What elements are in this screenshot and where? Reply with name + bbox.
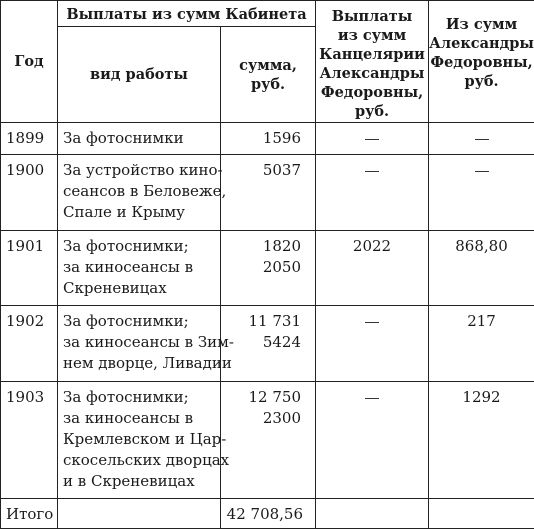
- chancellery-cell: [316, 155, 429, 231]
- header-work-type: вид работы: [58, 27, 221, 123]
- work-cell: За фотоснимки; за киносеансы в Зим- нем дворце, Ливадии: [58, 306, 221, 382]
- year-cell: 1901: [1, 231, 58, 306]
- table-row: [1, 382, 534, 499]
- alexandra-cell: [429, 123, 534, 155]
- chancellery-cell: 2022: [316, 231, 429, 306]
- dash-mark: [365, 139, 379, 140]
- total-empty-cell: [58, 499, 221, 529]
- table-row: [1, 155, 534, 231]
- table-row: [1, 306, 534, 382]
- header-chancellery: Выплаты из сумм Канцелярии Александры Федоровны, руб.: [316, 1, 429, 123]
- chancellery-cell: [316, 306, 429, 382]
- work-cell: За фотоснимки; за киносеансы в Кремлевском и Цар- скосельских дворцах и в Скреневицах: [58, 382, 221, 499]
- total-label: Итого: [1, 499, 58, 529]
- sum-cell: 5037: [221, 155, 316, 231]
- sum-cell: 12 750 2300: [221, 382, 316, 499]
- alexandra-cell: 868,80: [429, 231, 534, 306]
- sum-cell: 1596: [221, 123, 316, 155]
- work-cell: За фотоснимки: [58, 123, 221, 155]
- year-cell: 1899: [1, 123, 58, 155]
- work-cell: За фотоснимки; за киносеансы в Скреневицах: [58, 231, 221, 306]
- dash-mark: [475, 171, 489, 172]
- total-sum: 42 708,56: [221, 499, 316, 529]
- table-row: [1, 123, 534, 155]
- header-sum: сумма, руб.: [221, 27, 316, 123]
- sum-cell: 11 731 5424: [221, 306, 316, 382]
- total-row: [1, 499, 534, 529]
- dash-mark: [475, 139, 489, 140]
- alexandra-cell: [429, 155, 534, 231]
- chancellery-cell: [316, 123, 429, 155]
- header-alexandra: Из сумм Александры Федоровны, руб.: [429, 1, 534, 123]
- dash-mark: [365, 322, 379, 323]
- total-empty-cell: [429, 499, 534, 529]
- chancellery-cell: [316, 382, 429, 499]
- table-row: [1, 231, 534, 306]
- total-empty-cell: [316, 499, 429, 529]
- year-cell: 1900: [1, 155, 58, 231]
- sum-cell: 1820 2050: [221, 231, 316, 306]
- header-year: Год: [1, 1, 58, 123]
- dash-mark: [365, 171, 379, 172]
- work-cell: За устройство кино- сеансов в Беловеже, Спале и Крыму: [58, 155, 221, 231]
- alexandra-cell: 217: [429, 306, 534, 382]
- year-cell: 1902: [1, 306, 58, 382]
- header-cabinet-group: Выплаты из сумм Кабинета: [58, 1, 316, 27]
- dash-mark: [365, 398, 379, 399]
- year-cell: 1903: [1, 382, 58, 499]
- alexandra-cell: 1292: [429, 382, 534, 499]
